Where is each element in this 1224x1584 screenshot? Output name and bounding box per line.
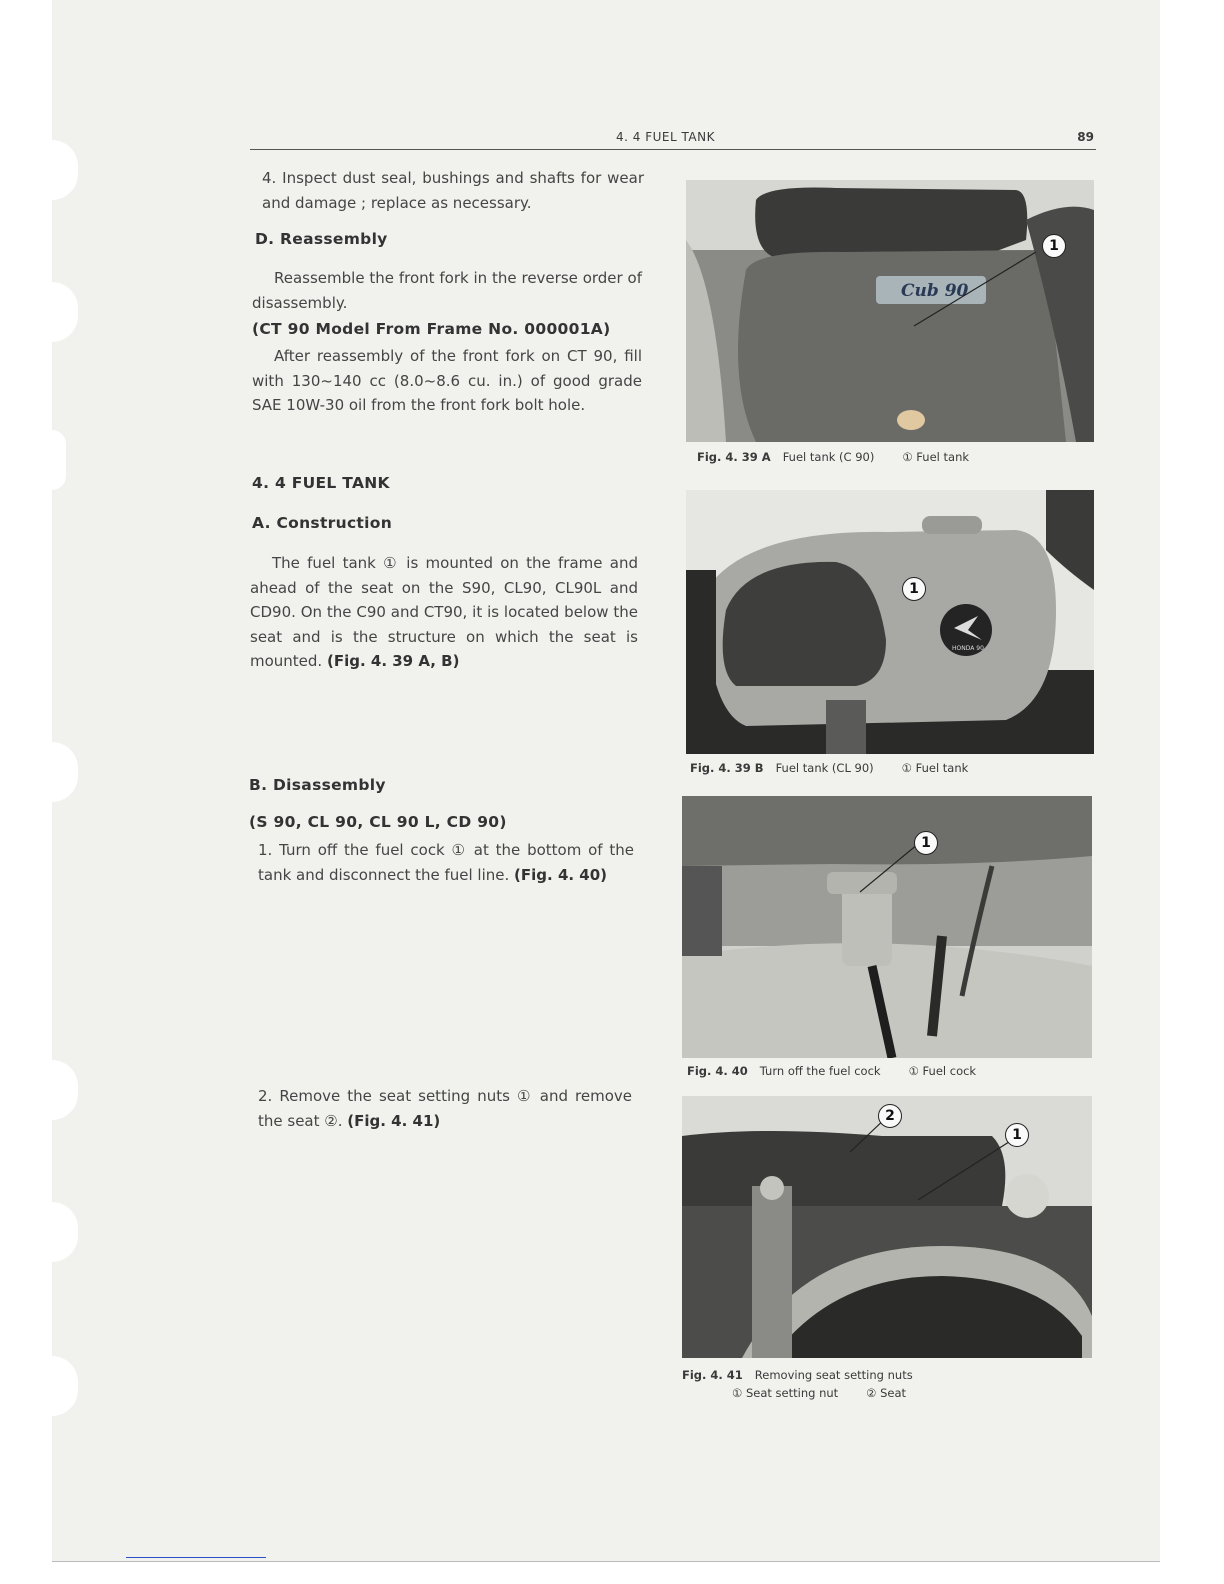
bottom-blue-line bbox=[126, 1557, 266, 1558]
callout-1: 1 bbox=[1042, 234, 1066, 258]
section-heading-fuel-tank: 4. 4 FUEL TANK bbox=[252, 474, 390, 492]
photo-fuel-tank-cl90 bbox=[686, 490, 1094, 754]
callout-1: 1 bbox=[1005, 1123, 1029, 1147]
fig-ref-4-41: (Fig. 4. 41) bbox=[347, 1111, 441, 1130]
heading-construction: A. Construction bbox=[252, 514, 393, 532]
heading-reassembly: D. Reassembly bbox=[255, 230, 388, 248]
punch-hole bbox=[52, 430, 66, 490]
photo-fuel-cock bbox=[682, 796, 1092, 1058]
reassemble-text: Reassemble the front fork in the reverse order of disassembly. bbox=[252, 269, 642, 312]
fig-ref-4-40: (Fig. 4. 40) bbox=[514, 865, 608, 884]
emblem-text: HONDA 90 bbox=[952, 645, 984, 652]
caption-fig-4-39a: Fig. 4. 39 A Fuel tank (C 90) ① Fuel tank bbox=[697, 450, 970, 464]
photo-fuel-tank-c90 bbox=[686, 180, 1094, 442]
heading-ct90-model: (CT 90 Model From Frame No. 000001A) bbox=[252, 320, 611, 338]
item-4-text: 4. Inspect dust seal, bushings and shafts for wear and damage ; replace as necessary. bbox=[262, 169, 644, 212]
photo-seat-removal bbox=[682, 1096, 1092, 1358]
header-rule bbox=[250, 149, 1096, 150]
callout-2: 2 bbox=[878, 1104, 902, 1128]
cub-badge-text: Cub 90 bbox=[901, 281, 969, 301]
callout-1: 1 bbox=[914, 831, 938, 855]
step-2-text: 2. Remove the seat setting nuts ① and remove the seat ②. (Fig. 4. 41) bbox=[258, 1087, 632, 1130]
caption-fig-4-40: Fig. 4. 40 Turn off the fuel cock ① Fuel cock bbox=[687, 1064, 977, 1078]
caption-fig-4-41: Fig. 4. 41 Removing seat setting nuts bbox=[682, 1368, 913, 1382]
ct90-oil-text: After reassembly of the front fork on CT 90, fill with 130~140 cc (8.0~8.6 cu. in.) of good grade SAE 10W-30 oil from the front fork bolt hole. bbox=[252, 347, 642, 414]
construction-text: The fuel tank ① is mounted on the frame and ahead of the seat on the S90, CL90, CL90L and CD90. On the C90 and CT90, it is located below the seat and is the structure on which the seat is mounted. (Fig. 4. 39 A, B) bbox=[250, 554, 638, 670]
running-header bbox=[250, 128, 1096, 150]
caption-fig-4-39b: Fig. 4. 39 B Fuel tank (CL 90) ① Fuel tank bbox=[690, 761, 969, 775]
page-bottom-edge bbox=[52, 1561, 1160, 1562]
heading-models: (S 90, CL 90, CL 90 L, CD 90) bbox=[249, 813, 507, 831]
fig-ref-4-39: (Fig. 4. 39 A, B) bbox=[326, 652, 460, 670]
heading-disassembly: B. Disassembly bbox=[249, 776, 386, 794]
caption-fig-4-41-legend: ① Seat setting nut ② Seat bbox=[732, 1386, 907, 1400]
page-number: 89 bbox=[1077, 130, 1094, 144]
callout-1: 1 bbox=[902, 577, 926, 601]
header-section-title: 4. 4 FUEL TANK bbox=[616, 130, 715, 144]
step-1-text: 1. Turn off the fuel cock ① at the bottom of the tank and disconnect the fuel line. (Fig. 4. 40) bbox=[258, 841, 634, 884]
